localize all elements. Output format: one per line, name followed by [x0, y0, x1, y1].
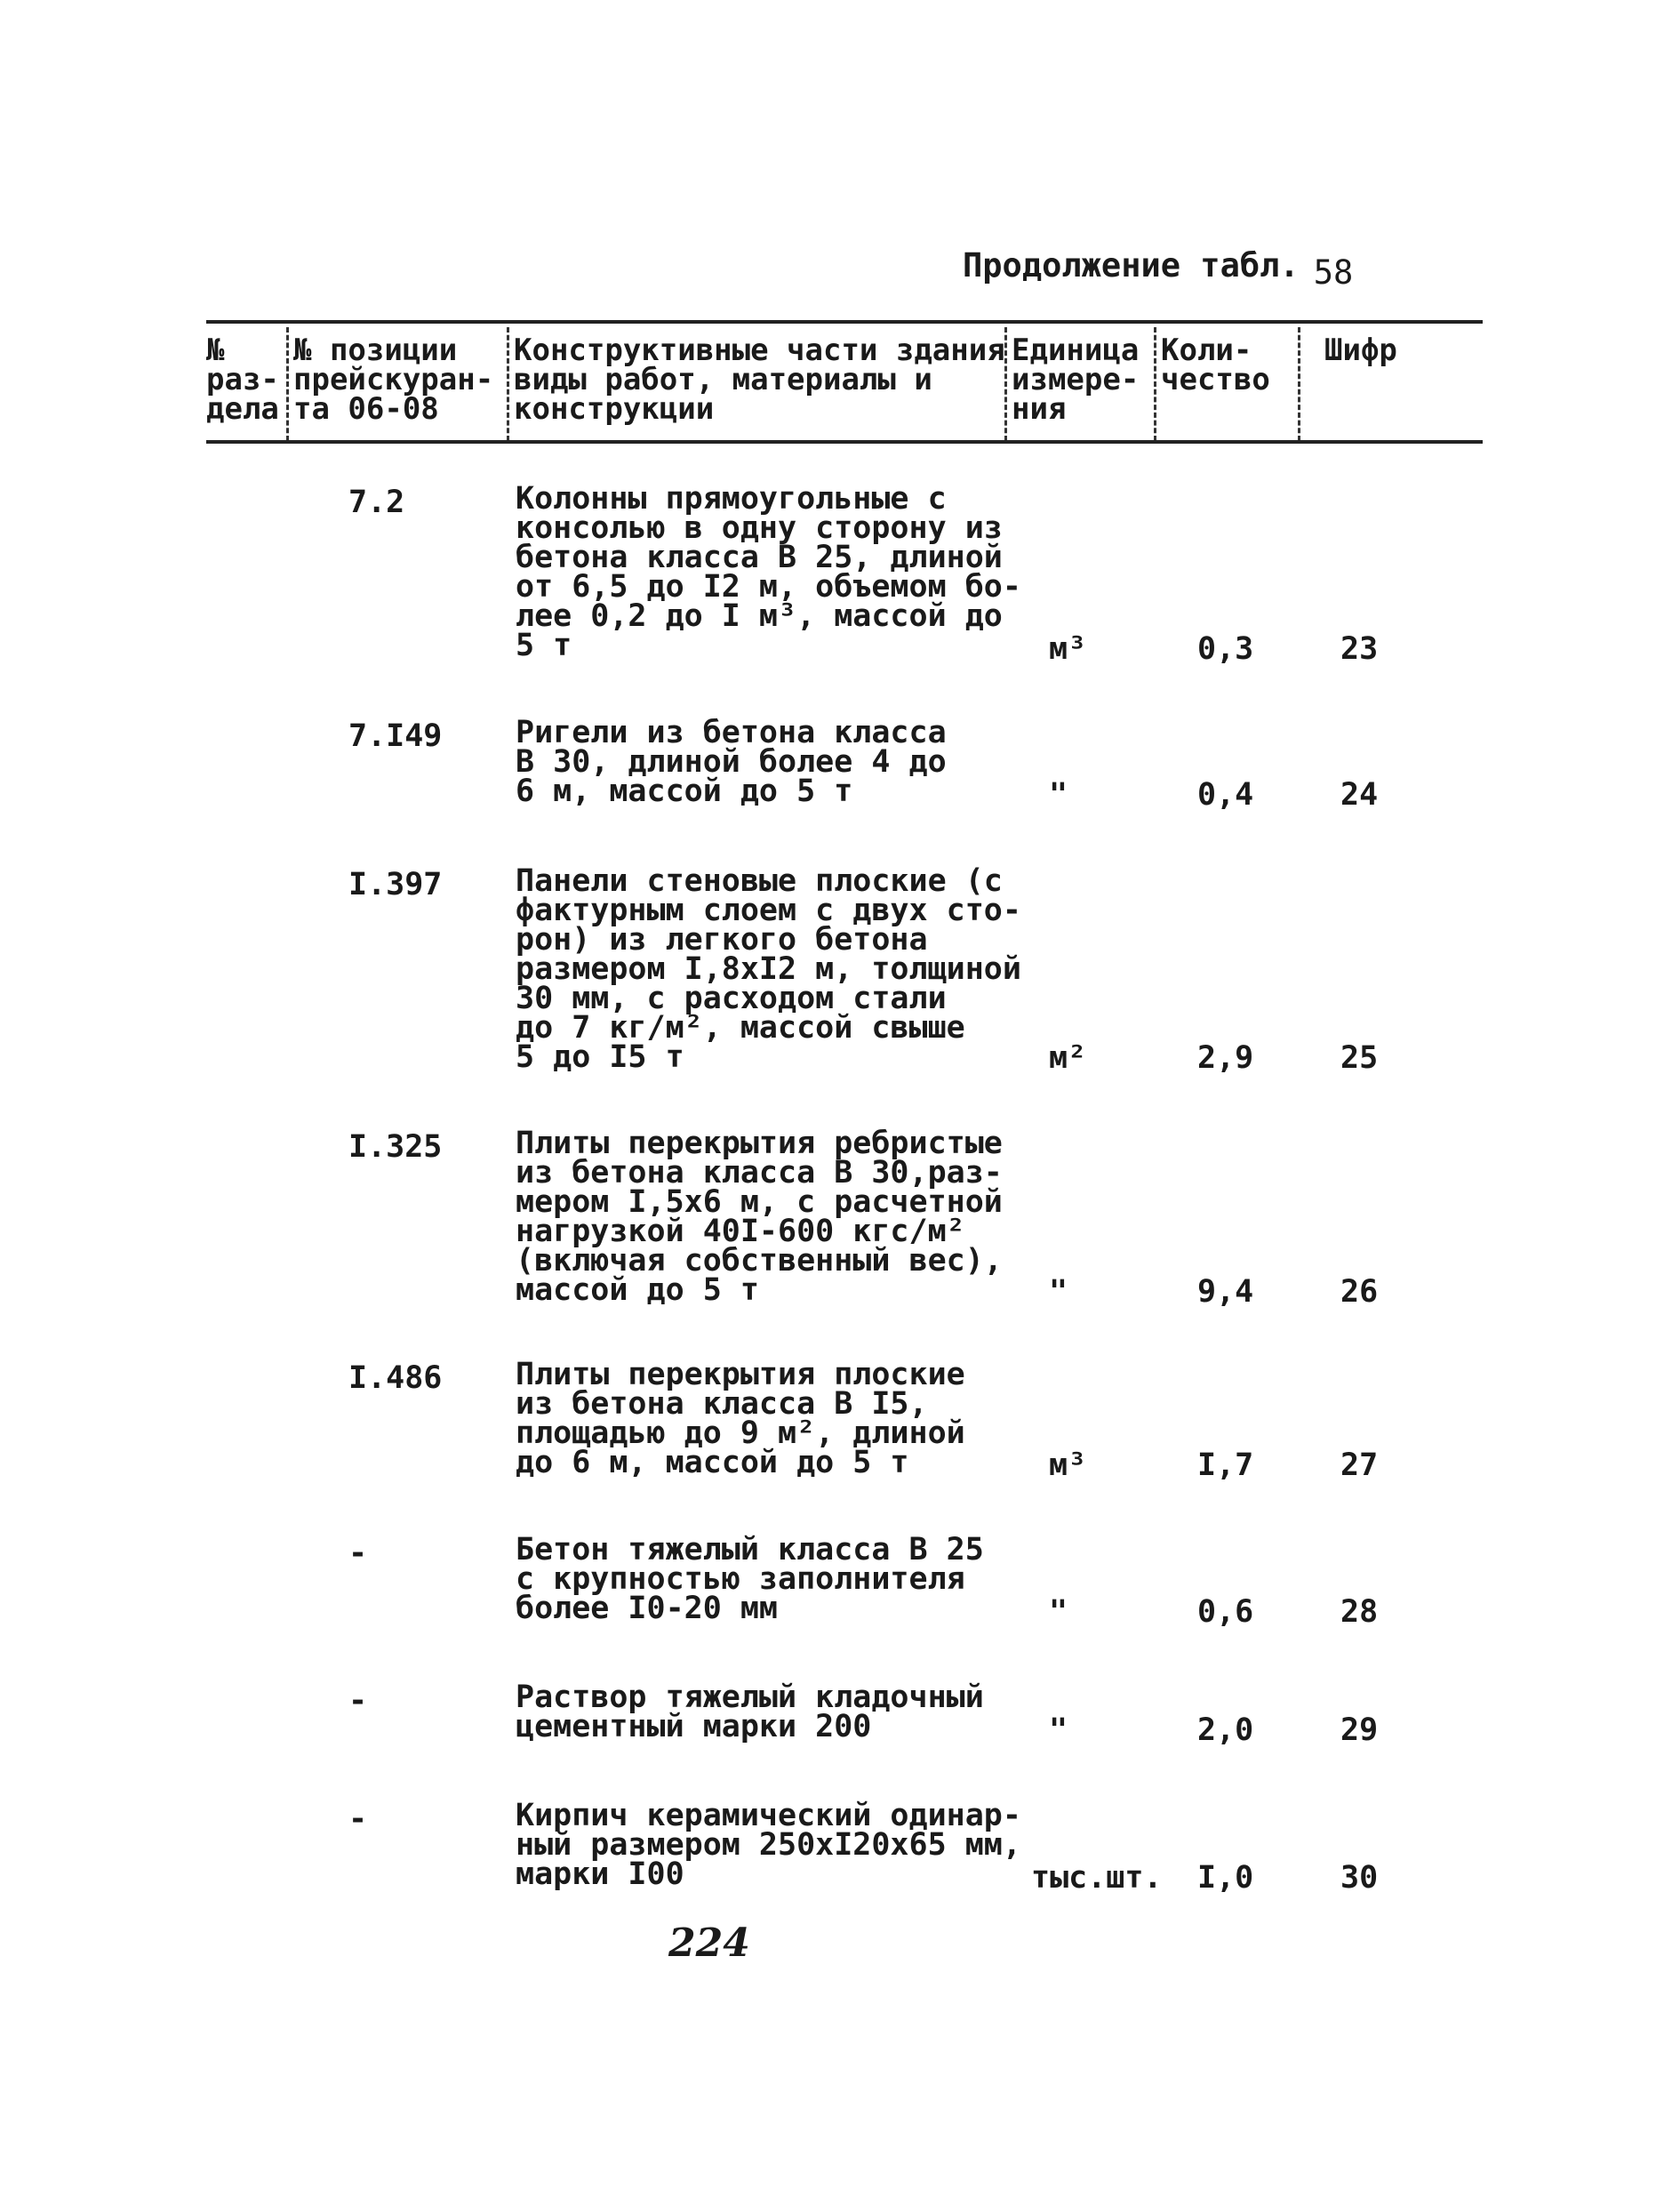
row-code: 28: [1340, 1594, 1379, 1630]
page-number: 224: [668, 1920, 750, 1966]
row-quantity: 0,3: [1197, 631, 1254, 667]
header-price-position: № позиции прейскуран- та 06-08: [293, 333, 494, 427]
header-separator: [286, 327, 289, 441]
row-unit: м³: [1049, 1447, 1087, 1483]
row-position: I.325: [348, 1129, 443, 1165]
row-unit: тыс.шт.: [1031, 1860, 1163, 1896]
row-position: I.397: [348, 867, 443, 902]
table-number: 58: [1313, 253, 1354, 292]
table-top-rule: [206, 320, 1483, 324]
row-quantity: I,0: [1197, 1860, 1254, 1896]
header-description: Конструктивные части здания виды работ, материалы и конструкции: [514, 333, 1005, 427]
row-description: Колонны прямоугольные с консолью в одну сторону из бетона класса В 25, длиной от 6,5 до I2 м, объемом бо- лее 0,2 до I м³, массой до 5 т: [516, 481, 1021, 663]
row-code: 26: [1340, 1274, 1379, 1310]
row-unit: ": [1049, 1274, 1068, 1310]
table-continuation-caption: [963, 246, 1354, 292]
row-code: 27: [1340, 1447, 1379, 1483]
row-description: Раствор тяжелый кладочный цементный марки 200: [516, 1680, 984, 1744]
row-code: 24: [1340, 777, 1379, 813]
row-description: Плиты перекрытия ребристые из бетона класса В 30,раз- мером I,5х6 м, с расчетной нагрузкой 40I-600 кгс/м² (включая собственный вес), массой до 5 т: [516, 1126, 1003, 1308]
row-description: Плиты перекрытия плоские из бетона класса В I5, площадью до 9 м², длиной до 6 м, массой до 5 т: [516, 1357, 965, 1480]
row-position: -: [348, 1535, 368, 1571]
row-unit: м²: [1049, 1040, 1087, 1076]
row-position: 7.2: [348, 485, 405, 520]
header-quantity: Коли- чество: [1161, 333, 1270, 397]
row-position: I.486: [348, 1360, 443, 1396]
header-separator: [507, 327, 509, 441]
row-unit: м³: [1049, 631, 1087, 667]
row-quantity: 2,9: [1197, 1040, 1254, 1076]
header-separator: [1004, 327, 1007, 441]
header-section-number: № раз- дела: [206, 333, 279, 427]
row-position: -: [348, 1683, 368, 1719]
row-quantity: 0,4: [1197, 777, 1254, 813]
caption-text: Продолжение табл.: [963, 246, 1300, 285]
row-quantity: I,7: [1197, 1447, 1254, 1483]
row-description: Ригели из бетона класса В 30, длиной более 4 до 6 м, массой до 5 т: [516, 715, 947, 809]
row-unit: ": [1049, 777, 1068, 813]
row-code: 23: [1340, 631, 1379, 667]
header-unit: Единица измере- ния: [1012, 333, 1140, 427]
row-unit: ": [1049, 1594, 1068, 1630]
row-description: Панели стеновые плоские (с фактурным слоем с двух сто- рон) из легкого бетона размером I,8хI2 м, толщиной 30 мм, с расходом стали до 7 кг/м², массой свыше 5 до I5 т: [516, 863, 1021, 1075]
row-code: 30: [1340, 1860, 1379, 1896]
row-quantity: 2,0: [1197, 1712, 1254, 1748]
row-position: 7.I49: [348, 718, 443, 754]
header-separator: [1154, 327, 1156, 441]
row-code: 29: [1340, 1712, 1379, 1748]
table-header-rule: [206, 440, 1483, 444]
row-description: Бетон тяжелый класса В 25 с крупностью заполнителя более I0-20 мм: [516, 1532, 984, 1626]
row-code: 25: [1340, 1040, 1379, 1076]
row-unit: ": [1049, 1712, 1068, 1748]
row-quantity: 0,6: [1197, 1594, 1254, 1630]
row-description: Кирпич керамический одинар- ный размером 250хI20х65 мм, марки I00: [516, 1798, 1021, 1892]
row-position: -: [348, 1801, 368, 1837]
row-quantity: 9,4: [1197, 1274, 1254, 1310]
header-separator: [1298, 327, 1300, 441]
header-code: Шифр: [1324, 333, 1397, 368]
